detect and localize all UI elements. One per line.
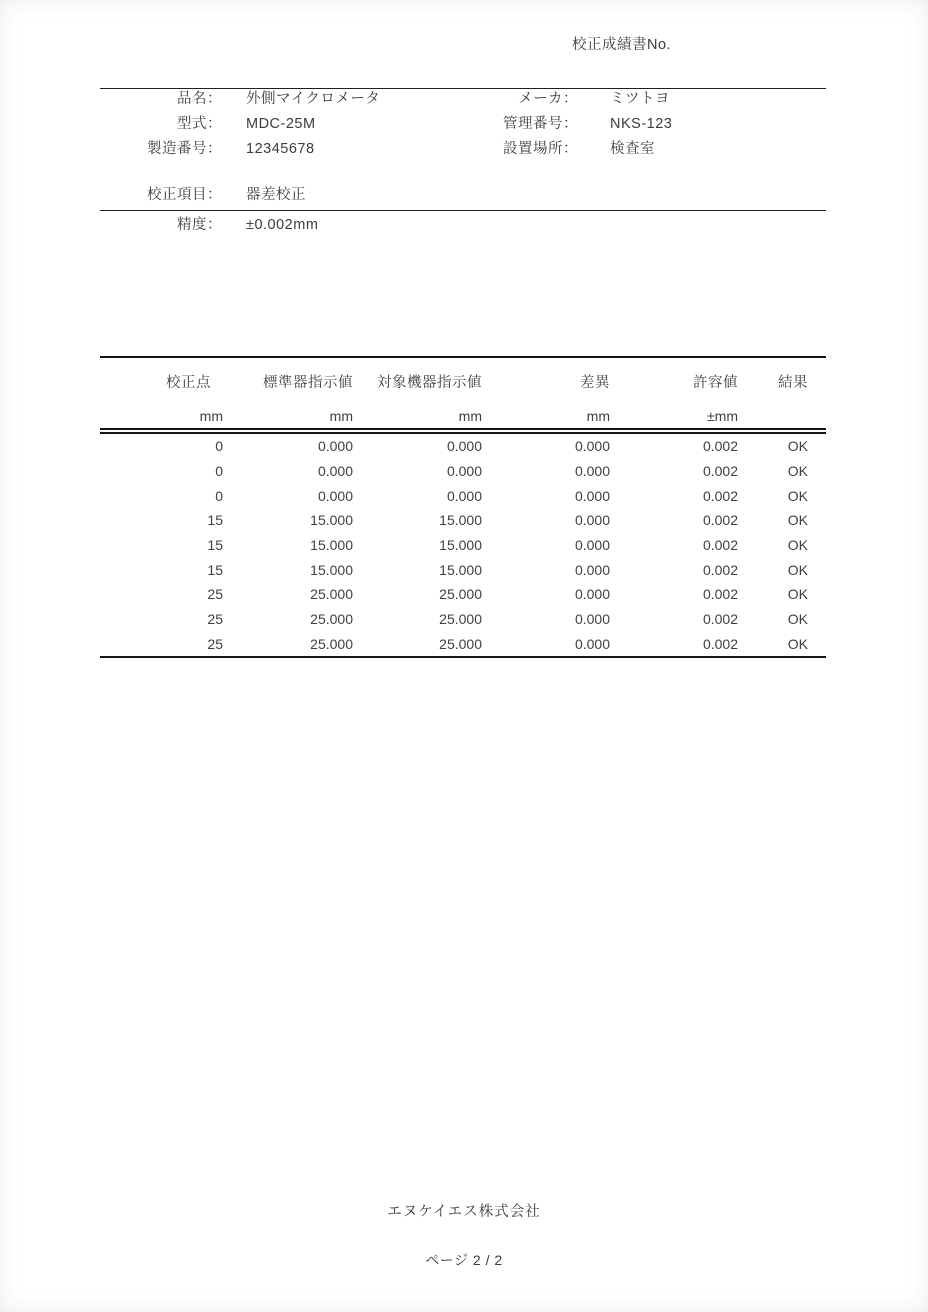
table-header [100, 357, 826, 431]
model-value: MDC-25M [246, 116, 316, 132]
table-row [100, 607, 826, 632]
calibration-results-table [100, 356, 826, 658]
table-cell: 15.000 [310, 561, 353, 578]
table-cell: OK [787, 586, 808, 603]
table-row [100, 582, 826, 607]
table-cell: 15.000 [439, 561, 482, 578]
product-name-label: 品名： [177, 91, 222, 107]
calibration-item-row [100, 183, 826, 208]
table-cell: 0.002 [702, 463, 738, 480]
unit-cell: mm [100, 404, 223, 431]
table-row [100, 431, 826, 459]
table-cell: 0.000 [574, 561, 610, 578]
table-row [100, 632, 826, 658]
table-row [100, 508, 826, 533]
unit-cell [738, 404, 826, 431]
table-body [100, 431, 826, 657]
table-cell: OK [738, 632, 826, 658]
table-cell: 0 [215, 487, 223, 504]
maker-value: ミツトヨ [610, 91, 670, 107]
table-cell: 15.000 [439, 537, 482, 554]
maker-label: メーカ： [518, 91, 578, 107]
info-row [100, 137, 826, 162]
table-cell: 0.000 [446, 438, 482, 455]
table-row [100, 533, 826, 558]
instrument-info-block [100, 87, 826, 162]
table-cell: 25.000 [353, 632, 482, 658]
table-cell: 0.002 [702, 561, 738, 578]
info-row [100, 112, 826, 137]
table-cell: 15 [207, 561, 223, 578]
control-number-label: 管理番号： [503, 116, 578, 132]
table-cell: 0.002 [702, 586, 738, 603]
certificate-number-label: 校正成績書No. [572, 37, 672, 53]
table-cell: 0.000 [446, 487, 482, 504]
table-cell: 0.000 [446, 463, 482, 480]
table-cell: 0.002 [702, 537, 738, 554]
table-cell: 15.000 [439, 512, 482, 529]
table-cell: 0.000 [574, 586, 610, 603]
serial-number-label: 製造番号： [147, 141, 222, 157]
accuracy-row [100, 213, 826, 238]
calibration-item-value: 器差校正 [246, 187, 306, 203]
serial-number-value: 12345678 [246, 141, 315, 157]
table-cell: OK [787, 611, 808, 628]
table-cell: OK [787, 487, 808, 504]
col-header-standard-reading: 標準器指示値 [263, 374, 353, 391]
table-cell: 25.000 [310, 611, 353, 628]
table-cell: 0.002 [702, 438, 738, 455]
table-row [100, 483, 826, 508]
model-label: 型式： [177, 116, 222, 132]
mid-divider [100, 210, 826, 211]
table-cell: 0.002 [702, 487, 738, 504]
table-cell: OK [787, 438, 808, 455]
table-cell: 0.000 [574, 487, 610, 504]
table-cell: OK [787, 512, 808, 529]
info-row [100, 87, 826, 112]
table-cell: OK [787, 537, 808, 554]
col-header-tolerance: 許容値 [693, 374, 738, 391]
table-cell: 15 [207, 537, 223, 554]
table-cell: 0.000 [317, 438, 353, 455]
table-cell: 0.000 [574, 537, 610, 554]
header-row [100, 357, 826, 404]
control-number-value: NKS-123 [610, 116, 673, 132]
product-name-value: 外側マイクロメータ [246, 91, 381, 107]
table-cell: 25.000 [310, 586, 353, 603]
unit-cell: mm [223, 404, 353, 431]
table-row [100, 459, 826, 484]
table-cell: 25 [207, 611, 223, 628]
company-name: エヌケイエス株式会社 [387, 1204, 541, 1220]
table-cell: 0 [215, 463, 223, 480]
table-cell: 0.000 [574, 438, 610, 455]
accuracy-label: 精度： [177, 217, 222, 233]
table-cell: 25 [100, 632, 223, 658]
table-cell: 0.002 [702, 512, 738, 529]
unit-cell: mm [482, 404, 610, 431]
table-cell: 0.000 [574, 512, 610, 529]
table-cell: 0.002 [610, 632, 738, 658]
location-value: 検査室 [610, 141, 655, 157]
table-cell: 15.000 [310, 537, 353, 554]
table-cell: 25.000 [439, 586, 482, 603]
table-cell: 0.000 [317, 463, 353, 480]
table-cell: 0.000 [317, 487, 353, 504]
table-cell: 15.000 [310, 512, 353, 529]
unit-cell: ±mm [610, 404, 738, 431]
table-cell: 0.000 [482, 632, 610, 658]
location-label: 設置場所： [503, 141, 578, 157]
col-header-device-reading: 対象機器指示値 [377, 374, 482, 391]
table-cell: OK [787, 463, 808, 480]
calibration-item-label: 校正項目： [147, 187, 222, 203]
table-cell: 0.000 [574, 463, 610, 480]
accuracy-value: ±0.002mm [246, 217, 319, 233]
table-cell: 0.002 [702, 611, 738, 628]
col-header-calibration-point: 校正点 [166, 374, 211, 391]
table-cell: OK [787, 561, 808, 578]
table-cell: 25.000 [223, 632, 353, 658]
table-cell: 25.000 [439, 611, 482, 628]
table-cell: 25 [207, 586, 223, 603]
table-cell: 0.000 [574, 611, 610, 628]
col-header-difference: 差異 [580, 374, 610, 391]
units-row [100, 404, 826, 431]
table-cell: 15 [207, 512, 223, 529]
table-cell: 0 [215, 438, 223, 455]
table-row [100, 557, 826, 582]
col-header-result: 結果 [778, 374, 808, 391]
page-number: ページ 2 / 2 [425, 1252, 503, 1268]
unit-cell: mm [353, 404, 482, 431]
